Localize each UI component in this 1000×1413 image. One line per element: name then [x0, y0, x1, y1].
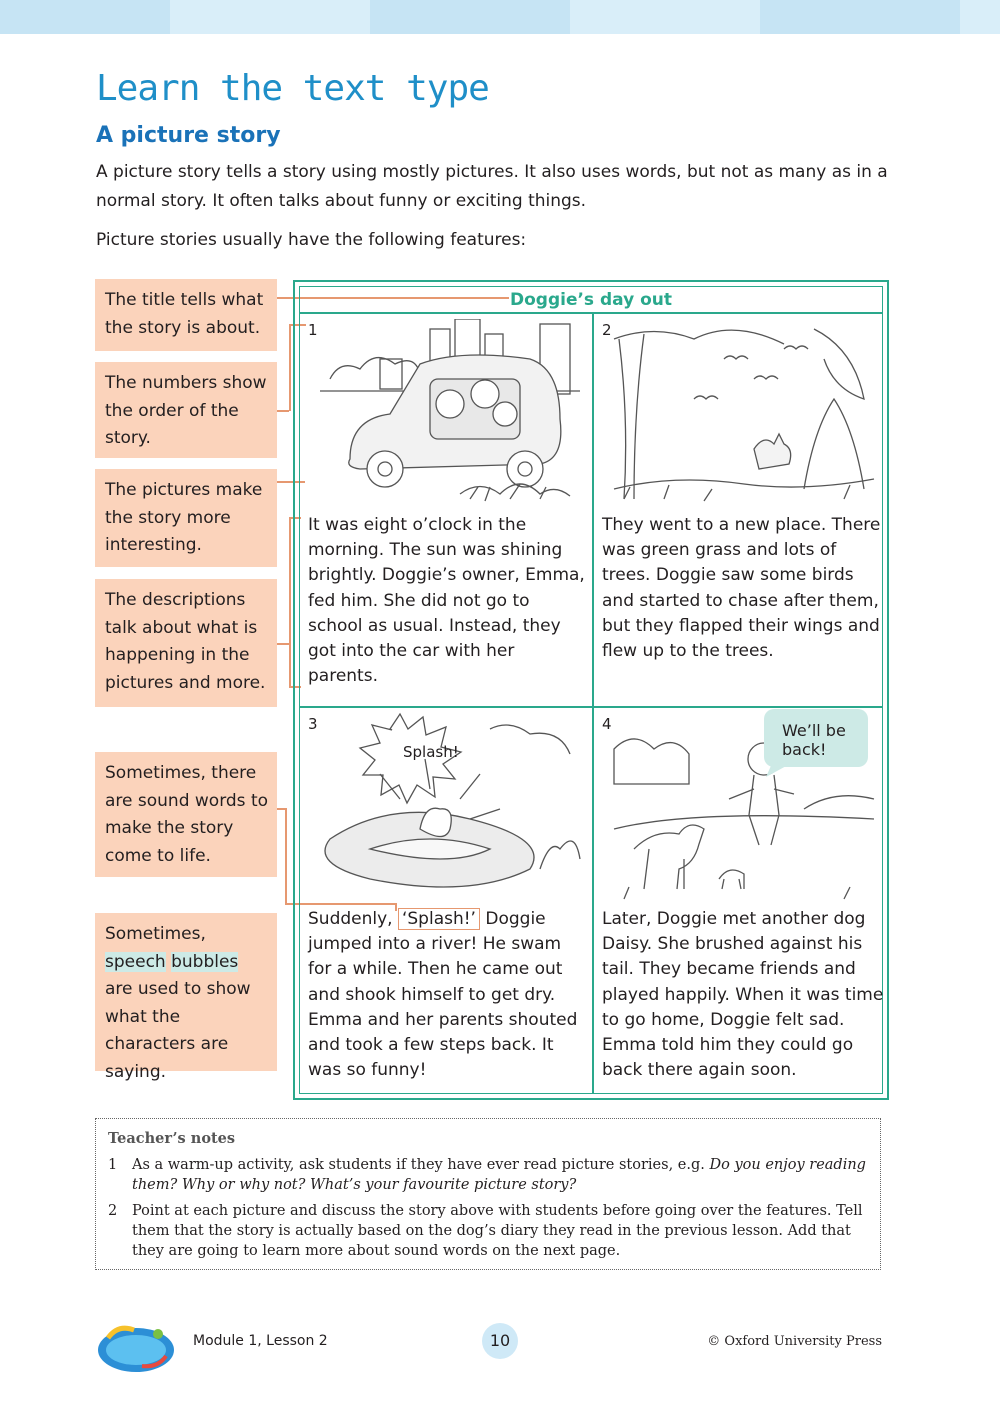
notes-title: Teacher’s notes — [108, 1130, 236, 1147]
panel-4-number: 4 — [602, 715, 612, 733]
park-illustration — [604, 319, 882, 509]
section-subtitle: A picture story — [96, 123, 281, 148]
title-divider — [300, 312, 882, 314]
highlight-bubbles: bubbles — [171, 951, 239, 972]
story-inner-frame — [299, 286, 883, 1094]
panel-3-text-post: Doggie jumped into a river! He swam for a while. Then he came out and shook himself to get dry. Emma and her parents shouted and took a few steps back. It was so funny! — [308, 909, 578, 1081]
connector-numbers-vertical — [289, 324, 291, 411]
connector-descriptions — [277, 643, 289, 645]
series-logo-icon — [96, 1320, 176, 1376]
copyright: © Oxford University Press — [707, 1334, 882, 1349]
page-title: Learn the text type — [96, 68, 489, 109]
panel-2-description: They went to a new place. There was green grass and lots of trees. Doggie saw some birds and started to chase after them, but they flapped their wings and flew up to the trees. — [602, 515, 881, 662]
panel-2-number: 2 — [602, 321, 612, 339]
panel-divider-horizontal — [300, 706, 882, 708]
top-decorative-strip — [0, 0, 1000, 34]
teachers-notes — [95, 1118, 881, 1270]
connector-sound — [277, 808, 285, 810]
panel-3-description — [308, 907, 588, 1083]
feature-speech-pre: Sometimes, — [105, 924, 206, 944]
panel-divider-vertical — [592, 314, 594, 1093]
speech-bubble-text[interactable] — [782, 721, 846, 759]
panel-1-description: It was eight o’clock in the morning. The sun was shining brightly. Doggie’s owner, Emma, fed him. She did not go to school as usual. Instead, they got into the car with her parents. — [308, 515, 585, 687]
feature-sound-words: Sometimes, there are sound words to make the story come to life. — [95, 752, 277, 877]
note-2 — [108, 1201, 868, 1261]
feature-speech-post: are used to show what the characters are saying. — [105, 979, 251, 1082]
river-splash-illustration — [310, 709, 586, 903]
connector-descriptions-vertical — [289, 517, 291, 687]
panel-1-number: 1 — [308, 321, 318, 339]
features-lead: Picture stories usually have the following features: — [96, 230, 527, 250]
module-lesson: Module 1, Lesson 2 — [193, 1333, 328, 1349]
panel-3-text-pre: Suddenly, — [308, 909, 398, 929]
feature-title: The title tells what the story is about. — [95, 279, 277, 351]
story-frame — [293, 280, 889, 1100]
note-2-text: Point at each picture and discuss the story above with students before going over the features. Tell them that the story is actually based on the dog’s diary they read in the previous lesson. Add that they are going to learn more about sound words on the next page. — [132, 1203, 863, 1259]
connector-sound-vertical — [285, 808, 287, 904]
panel-4-description: Later, Doggie met another dog Daisy. She brushed against his tail. They became friends and played happily. When it was time to go home, Doggie felt sad. Emma told him they could go back there again soon. — [602, 909, 884, 1081]
speech-bubble-line-2: back! — [782, 740, 827, 759]
speech-bubble-line-1: We’ll be — [782, 721, 846, 740]
story-title: Doggie’s day out — [509, 290, 672, 310]
page-number: 10 — [482, 1323, 518, 1359]
note-1-number: 1 — [108, 1157, 118, 1173]
feature-descriptions: The descriptions talk about what is happening in the pictures and more. — [95, 579, 277, 707]
panel-3-number: 3 — [308, 715, 318, 733]
intro-paragraph: A picture story tells a story using mostly pictures. It also uses words, but not as many as in a normal story. It often talks about funny or exciting things. — [96, 162, 888, 211]
connector-numbers — [277, 410, 289, 412]
feature-numbers: The numbers show the order of the story. — [95, 362, 277, 458]
note-2-number: 2 — [108, 1203, 118, 1219]
highlight-speech: speech — [105, 951, 166, 972]
note-1-text: As a warm-up activity, ask students if they have ever read picture stories, e.g. — [132, 1157, 710, 1173]
car-illustration — [310, 319, 586, 509]
sound-word-splash: Splash! — [403, 743, 459, 761]
feature-pictures: The pictures make the story more interesting. — [95, 469, 277, 567]
note-1-italic: Do you enjoy reading them? Why or why not? What’s your favourite picture story? — [132, 1157, 866, 1193]
note-1 — [108, 1155, 868, 1195]
splash-boxed-word: ‘Splash!’ — [398, 908, 480, 930]
feature-speech-bubbles — [95, 913, 277, 1082]
